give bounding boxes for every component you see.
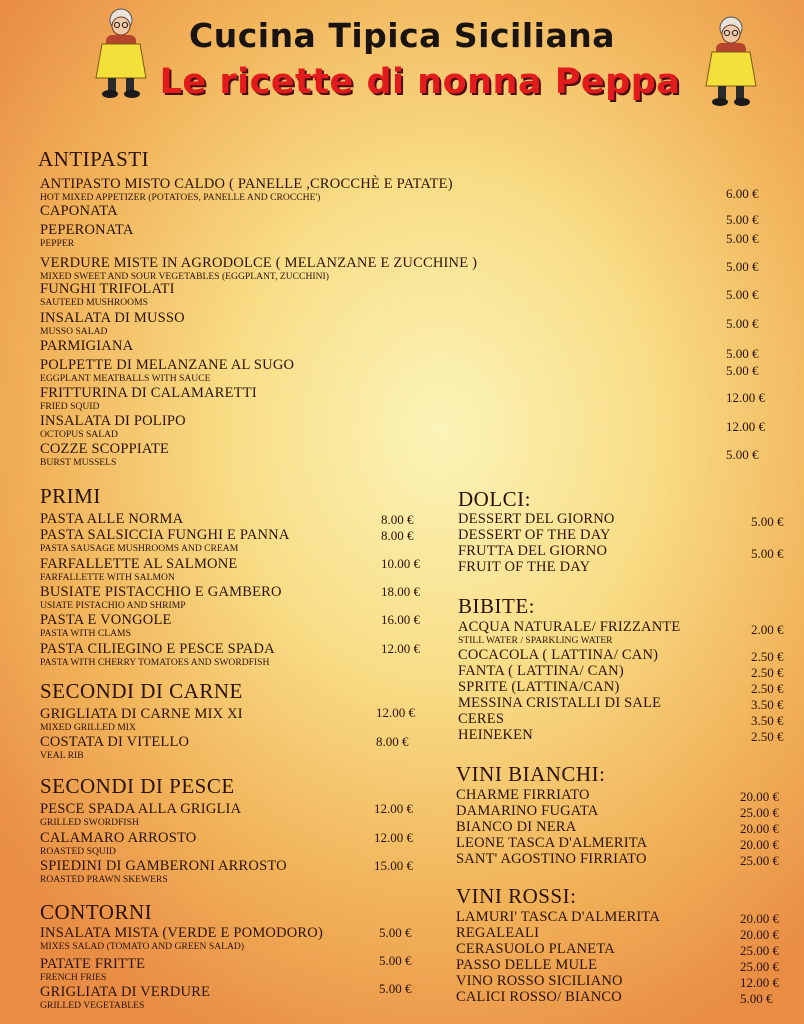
menu-item-name: INSALATA DI MUSSO: [40, 310, 185, 326]
menu-item-description: PASTA SAUSAGE MUSHROOMS AND CREAM: [40, 543, 239, 554]
menu-item-name: FUNGHI TRIFOLATI: [40, 281, 175, 297]
menu-item-price: 8.00 €: [376, 734, 409, 749]
menu-item-description: MIXES SALAD (TOMATO AND GREEN SALAD): [40, 941, 245, 952]
grandma-illustration-left: [88, 6, 154, 102]
menu-item-name: ANTIPASTO MISTO CALDO ( PANELLE ,CROCCHÈ E PATATE): [40, 176, 453, 192]
section-title-secondi-carne: SECONDI DI CARNE: [40, 679, 243, 703]
menu-item-name: HEINEKEN: [458, 727, 533, 743]
menu-item-name: PASTA E VONGOLE: [40, 612, 172, 628]
menu-item-price: 5.00 €: [726, 346, 759, 361]
menu-item-price: 5.00 €: [726, 363, 759, 378]
menu-item-name: CAPONATA: [40, 203, 118, 219]
restaurant-subtitle: Cucina Tipica Siciliana: [188, 16, 615, 55]
menu-item-price: 5.00 €: [726, 316, 759, 331]
menu-item-name: FRUIT OF THE DAY: [458, 559, 591, 575]
menu-item-price: 5.00 €: [726, 212, 759, 227]
menu-item-name: SPIEDINI DI GAMBERONI ARROSTO: [40, 858, 287, 874]
menu-item-name: FARFALLETTE AL SALMONE: [40, 556, 238, 572]
menu-item-price: 25.00 €: [740, 853, 779, 868]
menu-item-description: HOT MIXED APPETIZER (POTATOES, PANELLE AND CROCCHE'): [40, 192, 321, 203]
menu-item-price: 20.00 €: [740, 927, 779, 942]
section-title-dolci: DOLCI:: [458, 487, 531, 511]
menu-item-price: 5.00 €: [379, 953, 412, 968]
menu-item-price: 5.00 €: [726, 287, 759, 302]
menu-item-price: 8.00 €: [381, 528, 414, 543]
menu-item-name: VERDURE MISTE IN AGRODOLCE ( MELANZANE E ZUCCHINE ): [40, 255, 478, 271]
menu-item-price: 20.00 €: [740, 789, 779, 804]
menu-item-description: OCTOPUS SALAD: [40, 429, 118, 440]
menu-item-price: 8.00 €: [381, 512, 414, 527]
menu-item-price: 15.00 €: [374, 858, 413, 873]
menu-item-name: SANT' AGOSTINO FIRRIATO: [456, 851, 647, 867]
menu-item-price: 3.50 €: [751, 697, 784, 712]
menu-item-name: COZZE SCOPPIATE: [40, 441, 170, 457]
menu-item-name: REGALEALI: [456, 925, 540, 941]
menu-item-name: POLPETTE DI MELANZANE AL SUGO: [40, 357, 295, 373]
menu-item-name: MESSINA CRISTALLI DI SALE: [458, 695, 662, 711]
menu-item-price: 25.00 €: [740, 805, 779, 820]
menu-item-price: 5.00 €: [379, 981, 412, 996]
menu-item-price: 12.00 €: [381, 641, 420, 656]
menu-item-price: 3.50 €: [751, 713, 784, 728]
menu-item-name: BUSIATE PISTACCHIO E GAMBERO: [40, 584, 282, 600]
menu-item-description: PASTA WITH CHERRY TOMATOES AND SWORDFISH: [40, 657, 270, 668]
menu-item-name: CALAMARO ARROSTO: [40, 830, 197, 846]
menu-item-name: DESSERT OF THE DAY: [458, 527, 611, 543]
menu-item-name: BIANCO DI NERA: [456, 819, 577, 835]
menu-item-price: 5.00 €: [751, 546, 784, 561]
menu-item-price: 16.00 €: [381, 612, 420, 627]
menu-item-description: FRENCH FRIES: [40, 972, 107, 983]
menu-item-name: CERASUOLO PLANETA: [456, 941, 615, 957]
menu-item-price: 18.00 €: [381, 584, 420, 599]
menu-item-name: VINO ROSSO SICILIANO: [456, 973, 623, 989]
section-title-primi: PRIMI: [40, 484, 101, 508]
menu-item-description: ROASTED PRAWN SKEWERS: [40, 874, 168, 885]
menu-item-name: PASTA CILIEGINO E PESCE SPADA: [40, 641, 275, 657]
menu-item-name: CALICI ROSSO/ BIANCO: [456, 989, 622, 1005]
menu-item-name: DESSERT DEL GIORNO: [458, 511, 615, 527]
section-title-secondi-pesce: SECONDI DI PESCE: [40, 774, 235, 798]
menu-item-name: LAMURI' TASCA D'ALMERITA: [456, 909, 660, 925]
menu-item-name: COSTATA DI VITELLO: [40, 734, 190, 750]
menu-item-price: 12.00 €: [726, 390, 765, 405]
menu-item-name: PASSO DELLE MULE: [456, 957, 598, 973]
menu-item-description: VEAL RIB: [40, 750, 84, 761]
menu-item-name: COCACOLA ( LATTINA/ CAN): [458, 647, 659, 663]
menu-item-description: MIXED GRILLED MIX: [40, 722, 136, 733]
menu-item-name: CERES: [458, 711, 505, 727]
menu-item-price: 2.50 €: [751, 729, 784, 744]
section-title-vini-bianchi: VINI BIANCHI:: [456, 762, 606, 786]
menu-item-name: FRITTURINA DI CALAMARETTI: [40, 385, 257, 401]
menu-item-description: MIXED SWEET AND SOUR VEGETABLES (EGGPLANT, ZUCCHINI): [40, 271, 329, 282]
menu-item-description: MUSSO SALAD: [40, 326, 108, 337]
menu-item-description: SAUTEED MUSHROOMS: [40, 297, 148, 308]
menu-item-name: PEPERONATA: [40, 222, 134, 238]
menu-item-name: INSALATA MISTA (VERDE E POMODORO): [40, 925, 324, 941]
menu-item-description: EGGPLANT MEATBALLS WITH SAUCE: [40, 373, 211, 384]
menu-item-description: ROASTED SQUID: [40, 846, 116, 857]
menu-item-price: 12.00 €: [740, 975, 779, 990]
menu-item-price: 5.00 €: [740, 991, 773, 1006]
menu-item-name: INSALATA DI POLIPO: [40, 413, 186, 429]
menu-item-price: 25.00 €: [740, 943, 779, 958]
menu-item-price: 5.00 €: [726, 231, 759, 246]
menu-item-name: CHARME FIRRIATO: [456, 787, 590, 803]
menu-item-price: 10.00 €: [381, 556, 420, 571]
section-title-contorni: CONTORNI: [40, 900, 153, 924]
menu-item-name: PASTA SALSICCIA FUNGHI E PANNA: [40, 527, 290, 543]
menu-item-price: 12.00 €: [374, 801, 413, 816]
menu-item-price: 12.00 €: [726, 419, 765, 434]
grandma-illustration-right: [698, 14, 764, 110]
restaurant-title: Le ricette di nonna Peppa: [159, 62, 681, 102]
menu-item-price: 2.50 €: [751, 681, 784, 696]
menu-item-description: USIATE PISTACHIO AND SHRIMP: [40, 600, 186, 611]
menu-item-description: GRILLED VEGETABLES: [40, 1000, 145, 1011]
menu-item-name: LEONE TASCA D'ALMERITA: [456, 835, 648, 851]
menu-item-name: GRIGLIATA DI CARNE MIX XI: [40, 706, 243, 722]
menu-item-price: 5.00 €: [726, 259, 759, 274]
menu-item-name: PATATE FRITTE: [40, 956, 146, 972]
menu-item-price: 12.00 €: [376, 705, 415, 720]
menu-item-price: 20.00 €: [740, 837, 779, 852]
menu-item-price: 2.00 €: [751, 622, 784, 637]
menu-item-name: FANTA ( LATTINA/ CAN): [458, 663, 624, 679]
menu-item-price: 25.00 €: [740, 959, 779, 974]
menu-item-description: FRIED SQUID: [40, 401, 100, 412]
menu-item-name: DAMARINO FUGATA: [456, 803, 599, 819]
menu-item-price: 5.00 €: [751, 514, 784, 529]
menu-item-description: GRILLED SWORDFISH: [40, 817, 139, 828]
menu-item-name: FRUTTA DEL GIORNO: [458, 543, 608, 559]
menu-item-description: BURST MUSSELS: [40, 457, 117, 468]
menu-item-name: GRIGLIATA DI VERDURE: [40, 984, 211, 1000]
menu-item-price: 12.00 €: [374, 830, 413, 845]
menu-item-name: PESCE SPADA ALLA GRIGLIA: [40, 801, 242, 817]
menu-item-price: 20.00 €: [740, 821, 779, 836]
menu-item-name: ACQUA NATURALE/ FRIZZANTE: [458, 619, 681, 635]
menu-item-name: PARMIGIANA: [40, 338, 134, 354]
section-title-vini-rossi: VINI ROSSI:: [456, 884, 577, 908]
menu-item-price: 6.00 €: [726, 186, 759, 201]
menu-item-description: PASTA WITH CLAMS: [40, 628, 131, 639]
section-title-bibite: BIBITE:: [458, 594, 535, 618]
menu-item-description: STILL WATER / SPARKLING WATER: [458, 635, 613, 646]
section-title-antipasti: ANTIPASTI: [38, 147, 150, 171]
menu-item-name: SPRITE (LATTINA/CAN): [458, 679, 620, 695]
menu-item-price: 2.50 €: [751, 649, 784, 664]
menu-item-description: PEPPER: [40, 238, 75, 249]
menu-item-price: 5.00 €: [726, 447, 759, 462]
menu-item-name: PASTA ALLE NORMA: [40, 511, 184, 527]
menu-item-price: 2.50 €: [751, 665, 784, 680]
menu-item-description: FARFALLETTE WITH SALMON: [40, 572, 175, 583]
menu-item-price: 5.00 €: [379, 925, 412, 940]
menu-item-price: 20.00 €: [740, 911, 779, 926]
